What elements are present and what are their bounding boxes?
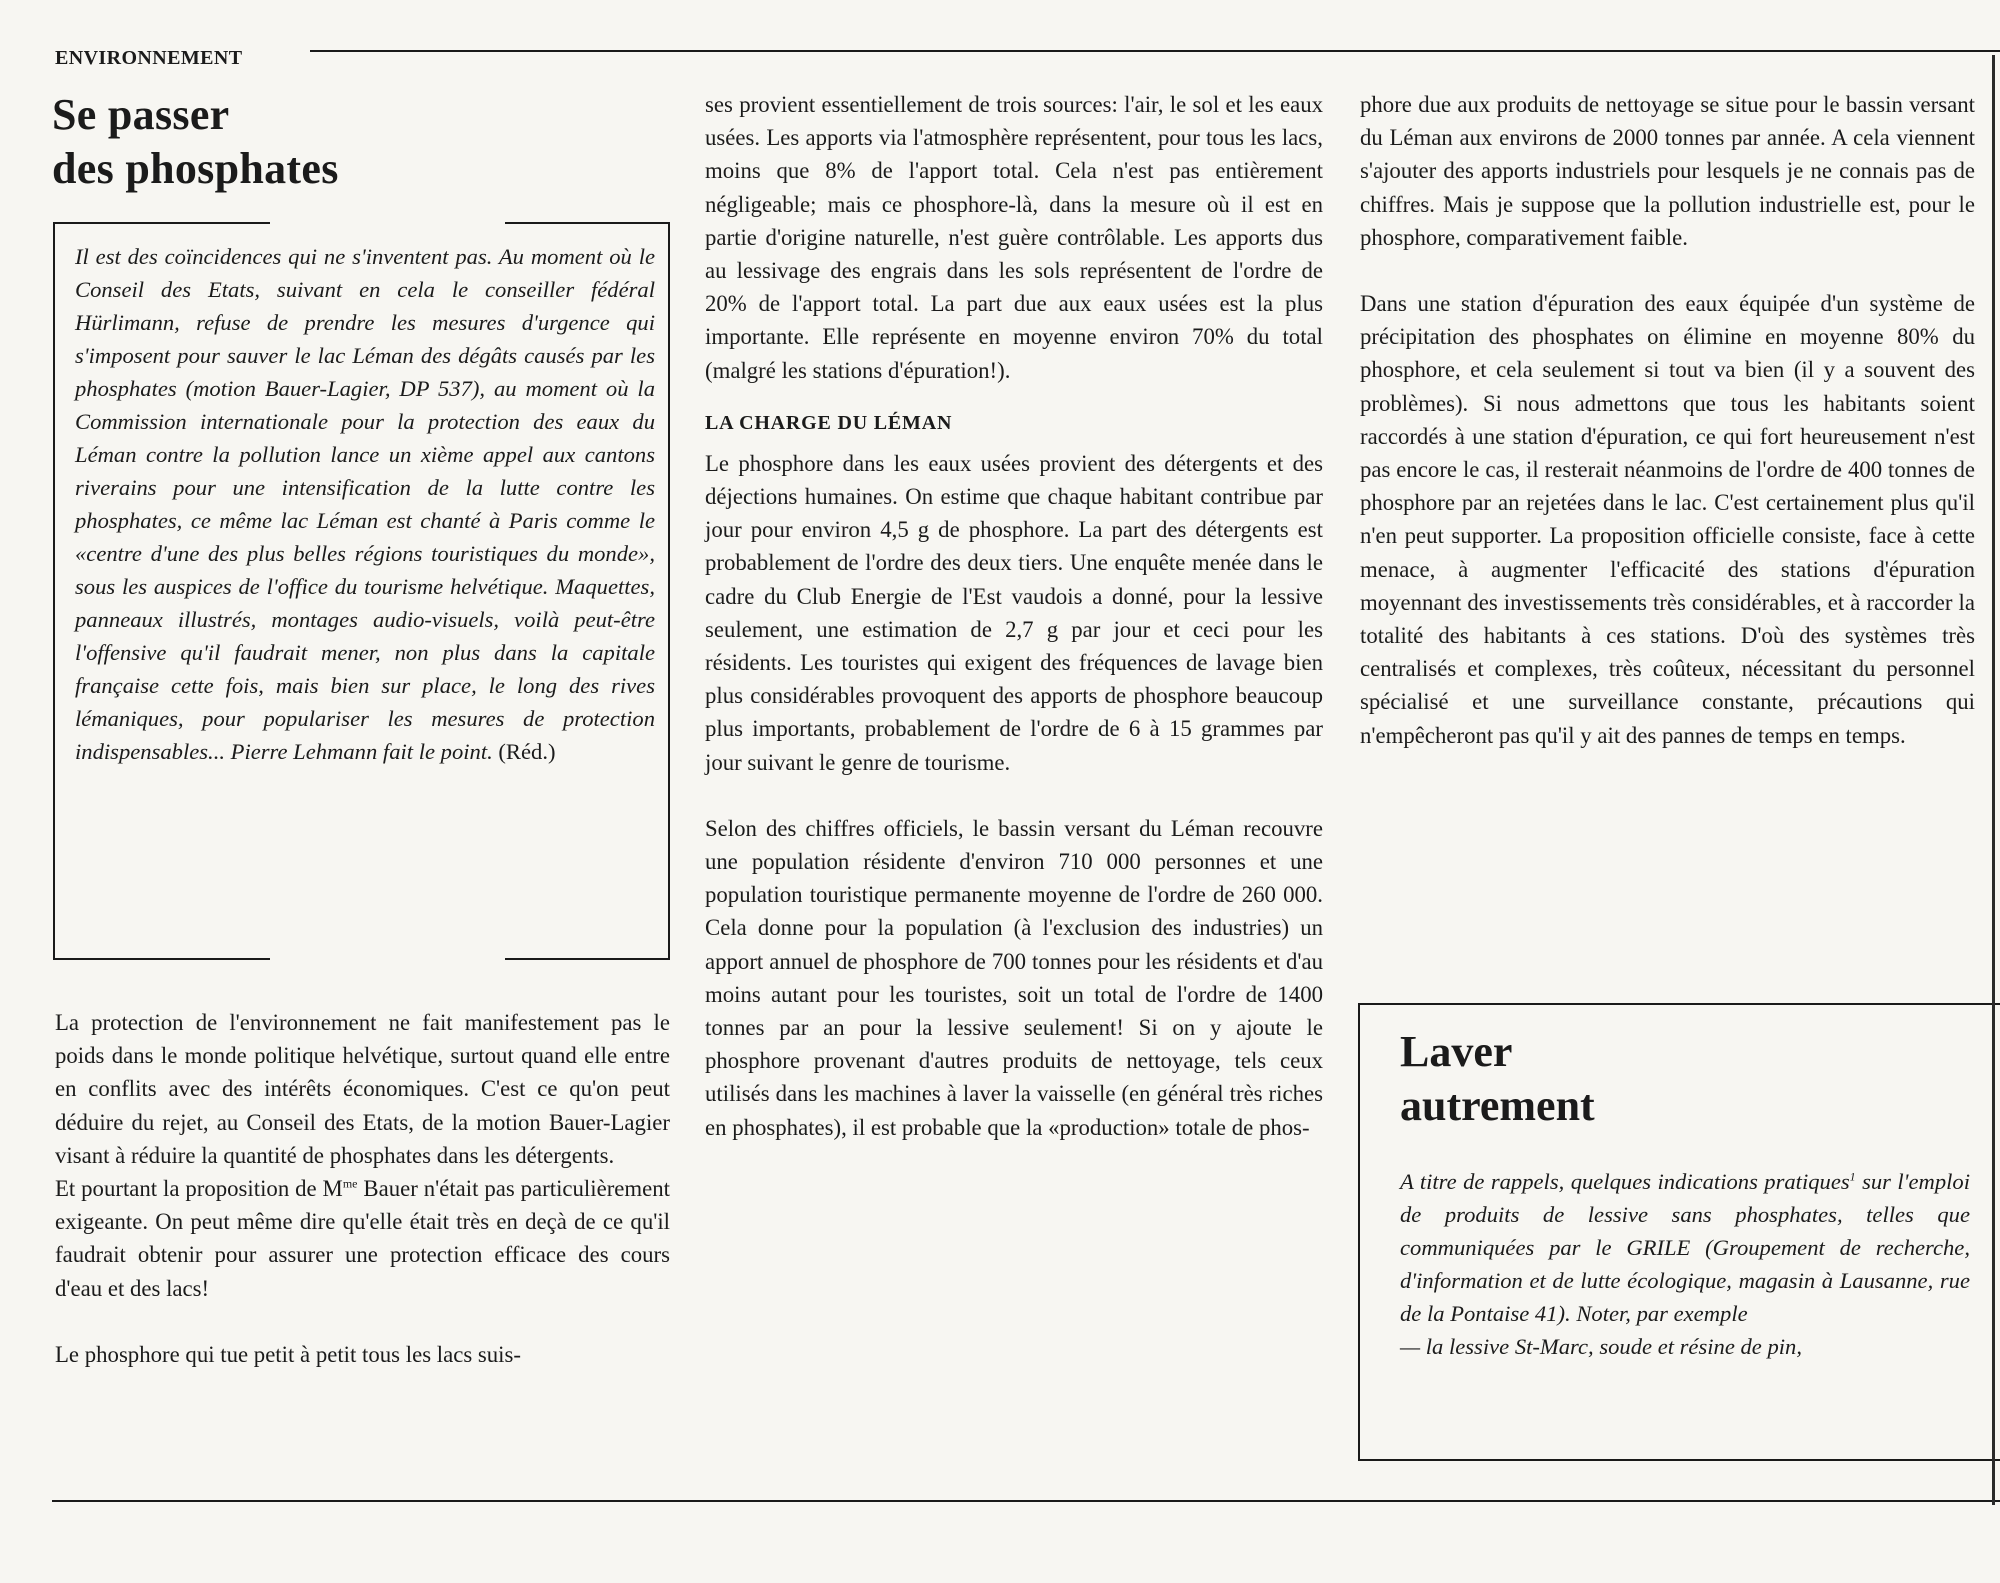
paragraph-gap [705,779,1323,812]
col1-paragraph-3: Le phosphore qui tue petit à petit tous les lacs suis- [55,1341,521,1367]
box2-title [1400,1025,1595,1133]
column-2 [705,88,1323,1144]
box2-title-line-2: autrement [1400,1081,1595,1130]
top-rule [310,50,2000,52]
headline [52,88,339,196]
box2-title-line-1: Laver [1400,1027,1513,1076]
col1-p2-after: Bauer n'était pas particulièrement exigeante. On peut même dire qu'elle était très en deçà de ce qu'il faudrait obtenir pour assurer une protection efficace des cours d'eau et des lacs! [55,1176,671,1301]
box2-list-item-1: — la lessive St-Marc, soude et résine de pin, [1400,1334,1802,1359]
bottom-rule [52,1500,2000,1502]
box-notch-bottom [270,956,505,960]
col2-paragraph-2: Le phosphore dans les eaux usées provient des détergents et des déjections humaines. On estime que chaque habitant contribue par jour pour environ 4,5 g de phosphore. La part des détergents est probablement de l'ordre des deux tiers. Une enquête menée dans le cadre du Club Energie de l'Est vaudois a donné, pour la lessive seulement, une estimation de 2,7 g par jour et ceci pour les résidents. Les touristes qui exigent des fréquences de lavage bien plus considérables provoquent des apports de phosphore beaucoup plus importants, probablement de l'ordre de 6 à 15 grammes par jour suivant le genre de tourisme. [705,450,1323,775]
box2-text [1400,1165,1970,1363]
intro-text [75,240,655,768]
col2-paragraph-3: Selon des chiffres officiels, le bassin versant du Léman recouvre une population résidente d'environ 710 000 personnes et une population touristique permanente moyenne de l'ordre de 260 000. Cela donne pour la population (à l'exclusion des industries) un apport annuel de phosphore de 700 tonnes pour les résidents et d'au moins autant pour les touristes, soit un total de l'ordre de 1400 tonnes par an pour la lessive seulement! Si on y ajoute le phosphore provenant d'autres produits de nettoyage, tels ceux utilisés dans les machines à laver la vaisselle (en général très riches en phosphates), il est probable que la «production» totale de phos- [705,815,1323,1140]
col1-paragraph-1: La protection de l'environnement ne fait manifestement pas le poids dans le monde politique helvétique, surtout quand elle entre en conflits avec des intérêts économiques. C'est ce qu'on peut déduire du rejet, au Conseil des Etats, de la motion Bauer-Lagier visant à réduire la quantité de phosphates dans les détergents. [55,1010,670,1168]
col3-paragraph-1: phore due aux produits de nettoyage se situe pour le bassin versant du Léman aux environs de 2000 tonnes par année. A cela viennent s'ajouter des apports industriels pour lesquels je ne connais pas de chiffres. Mais je suppose que la pollution industrielle est, pour le phosphore, comparativement faible. [1360,92,1975,250]
col1-p2-sup: me [342,1176,358,1191]
intro-box [53,222,670,960]
box-notch-top [270,222,505,226]
col1-paragraph-2 [55,1172,670,1305]
box2-text-before: A titre de rappels, quelques indications pratiques [1400,1169,1850,1194]
paragraph-gap [1360,254,1975,287]
col2-paragraph-1: ses provient essentiellement de trois sources: l'air, le sol et les eaux usées. Les apports via l'atmosphère représentent, pour tous les lacs, moins que 8% de l'apport total. Cela n'est pas entièrement négligeable; mais ce phosphore-là, dans la mesure où il est en partie d'origine naturelle, n'est guère contrôlable. Les apports dus au lessivage des engrais dans les sols représentent de l'ordre de 20% de l'apport total. La part due aux eaux usées est la plus importante. Elle représente en moyenne environ 70% du total (malgré les stations d'épuration!). [705,92,1323,383]
subhead-charge-du-leman: LA CHARGE DU LÉMAN [705,411,953,434]
laver-autrement-box [1358,1003,2000,1461]
section-label: ENVIRONNEMENT [55,47,243,69]
footnote-marker: 1 [1849,1169,1856,1184]
intro-credit: (Réd.) [498,739,556,764]
intro-body: Il est des coïncidences qui ne s'inventent pas. Au moment où le Conseil des Etats, suivant en cela le conseiller fédéral Hürlimann, refuse de prendre les mesures d'urgence qui s'imposent pour sauver le lac Léman des dégâts causés par les phosphates (motion Bauer-Lagier, DP 537), au moment où la Commission internationale pour la protection des eaux du Léman contre la pollution lance un xième appel aux cantons riverains pour une intensification de la lutte contre les phosphates, ce même lac Léman est chanté à Paris comme le «centre d'une des plus belles régions touristiques du monde», sous les auspices de l'office du tourisme helvétique. Maquettes, panneaux illustrés, montages audio-visuels, voilà peut-être l'offensive qu'il faudrait mener, non plus dans la capitale française cette fois, mais bien sur place, le long des rives lémaniques, pour populariser les mesures de protection indispensables... Pierre Lehmann fait le point. [75,244,655,764]
box2-text-after: sur l'emploi de produits de lessive sans phosphates, telles que communiquées par le GRILE (Groupement de recherche, d'information et de lutte écologique, magasin à Lausanne, rue de la Pontaise 41). Noter, par exemple [1400,1169,1971,1326]
col3-paragraph-2: Dans une station d'épuration des eaux équipée d'un système de précipitation des phosphates on élimine en moyenne 80% du phosphore, et cela seulement si tout va bien (il y a souvent des problèmes). Si nous admettons que tous les habitants soient raccordés à une station d'épuration, ce qui fort heureusement n'est pas encore le cas, il resterait néanmoins de l'ordre de 400 tonnes de phosphore par an rejetées dans le lac. C'est certainement plus qu'il n'en peut supporter. La proposition officielle consiste, face à cette menace, à augmenter l'efficacité des stations d'épuration moyennant des investissements très considérables, et à raccorder la totalité des habitants à ces stations. D'où des systèmes très centralisés et complexes, très coûteux, nécessitant du personnel spécialisé et une surveillance constante, précautions qui n'empêcheront pas qu'il y ait des pannes de temps en temps. [1360,291,1975,748]
column-1 [55,1006,670,1371]
headline-line-1: Se passer [52,90,230,139]
paragraph-gap [55,1305,670,1338]
headline-line-2: des phosphates [52,144,339,193]
column-3 [1360,88,1975,752]
page-edge-rule [1992,55,1995,1505]
col1-p2-before: Et pourtant la proposition de M [55,1176,343,1202]
